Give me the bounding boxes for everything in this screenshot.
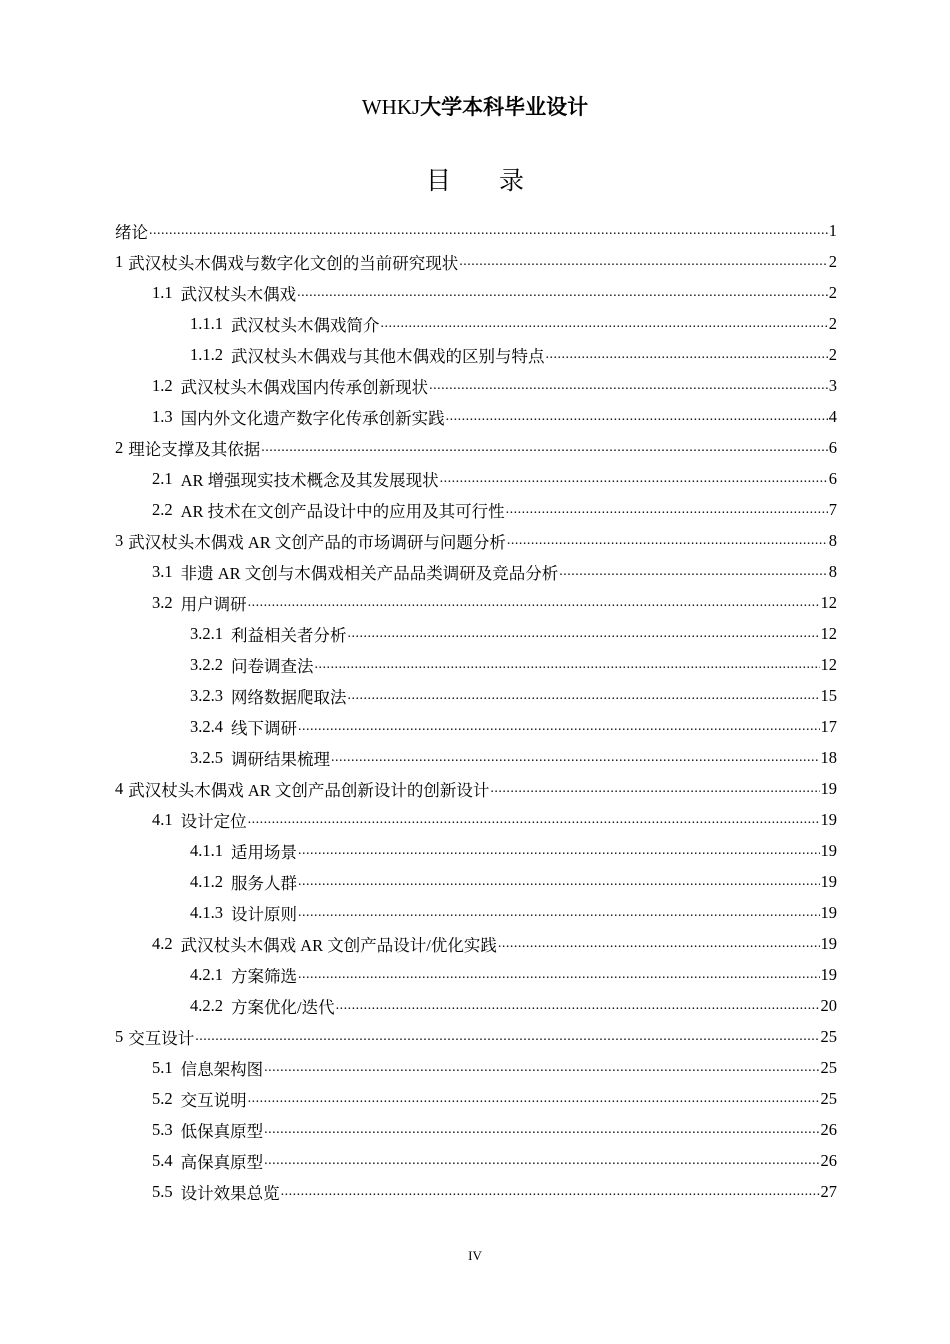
toc-entry-page: 3 [828,375,837,395]
toc-entry-page: 6 [828,437,837,457]
toc-dot-leader [248,593,820,613]
toc-entry-number: 4.1.2 [190,871,223,891]
toc-entry-page: 4 [828,406,837,426]
toc-entry-page: 25 [820,1088,837,1108]
toc-entry-title: 信息架构图 [180,1059,264,1079]
toc-entry-title: 利益相关者分析 [231,625,347,645]
toc-dot-leader [298,717,820,737]
toc-entry[interactable] [115,1114,837,1145]
page-number: IV [468,1248,482,1263]
toc-entry-number: 1.1.2 [190,344,223,364]
toc-dot-leader [298,965,820,985]
toc-entry-title: 理论支撑及其依据 [128,439,261,459]
toc-entry-page: 8 [828,561,837,581]
toc-entry-number: 5 [115,1026,124,1046]
toc-dot-leader [298,872,820,892]
toc-dot-leader [440,469,828,489]
toc-dot-leader [348,624,820,644]
toc-entry-number: 3.2.2 [190,654,223,674]
toc-dot-leader [315,655,820,675]
toc-entry-title: 武汉杖头木偶戏 AR 文创产品创新设计的创新设计 [128,780,490,800]
toc-entry-title: 设计原则 [231,904,297,924]
toc-entry[interactable] [115,773,837,804]
toc-dot-leader [149,221,828,241]
toc-dot-leader [264,1151,819,1171]
toc-entry[interactable] [115,215,837,246]
toc-entry-number: 1.1 [152,282,173,302]
toc-dot-leader [281,1182,820,1202]
toc-entry-number: 4.2.1 [190,964,223,984]
toc-entry[interactable] [115,804,837,835]
toc-entry[interactable] [115,1052,837,1083]
toc-entry-page: 19 [820,933,837,953]
toc-dot-leader [429,376,828,396]
toc-entry-title: 交互设计 [128,1028,195,1048]
toc-entry-title: 方案筛选 [231,966,297,986]
toc-entry-number: 1 [115,251,124,271]
header-institution-code: WHKJ [361,95,421,119]
toc-entry-title: 绪论 [115,222,148,242]
toc-entry-title: 线下调研 [231,718,297,738]
toc-entry-number: 5.1 [152,1057,173,1077]
toc-entry-page: 12 [820,623,837,643]
toc-entry-title: 非遗 AR 文创与木偶戏相关产品品类调研及竞品分析 [180,563,559,583]
toc-entry-page: 17 [820,716,837,736]
toc-entry-page: 2 [828,313,837,333]
toc-entry[interactable] [115,618,837,649]
toc-entry-page: 1 [828,220,837,240]
toc-entry-page: 19 [820,840,837,860]
toc-entry-number: 3.2.5 [190,747,223,767]
toc-entry-page: 2 [828,251,837,271]
toc-entry[interactable] [115,339,837,370]
toc-entry[interactable] [115,649,837,680]
toc-dot-leader [298,841,820,861]
toc-entry[interactable] [115,897,837,928]
toc-entry-title: 设计效果总览 [180,1183,280,1203]
toc-dot-leader [446,407,828,427]
toc-entry-page: 6 [828,468,837,488]
toc-entry-page: 15 [820,685,837,705]
toc-dot-leader [264,1120,819,1140]
toc-entry-page: 19 [820,964,837,984]
toc-entry-number: 4.1 [152,809,173,829]
toc-entry-title: 武汉杖头木偶戏 [180,284,297,304]
toc-entry-title: 高保真原型 [180,1152,264,1172]
toc-entry-title: 武汉杖头木偶戏简介 [231,315,380,335]
toc-entry-page: 12 [820,592,837,612]
toc-dot-leader [336,996,820,1016]
toc-dot-leader [297,283,828,303]
toc-entry-number: 4.1.3 [190,902,223,922]
toc-entry-page: 2 [828,282,837,302]
toc-entry-title: 交互说明 [180,1090,247,1110]
toc-entry-number: 2.2 [152,499,173,519]
toc-entry[interactable] [115,711,837,742]
toc-entry-page: 2 [828,344,837,364]
toc-entry[interactable] [115,742,837,773]
toc-entry-number: 2 [115,437,124,457]
toc-entry[interactable] [115,1083,837,1114]
header-institution-title: 大学本科毕业设计 [420,95,589,119]
toc-entry[interactable] [115,866,837,897]
toc-entry-number: 4.1.1 [190,840,223,860]
toc-entry-number: 1.1.1 [190,313,223,333]
toc-dot-leader [298,903,820,923]
toc-entry-page: 19 [820,871,837,891]
toc-entry-title: 武汉杖头木偶戏与其他木偶戏的区别与特点 [231,346,545,366]
toc-entry-title: 网络数据爬取法 [231,687,347,707]
toc-entry-title: 服务人群 [231,873,297,893]
toc-entry[interactable] [115,928,837,959]
toc-entry[interactable] [115,432,837,463]
toc-entry-page: 19 [820,809,837,829]
toc-dot-leader [331,748,820,768]
toc-entry-title: AR 增强现实技术概念及其发展现状 [180,470,439,490]
toc-entry-title: 武汉杖头木偶戏与数字化文创的当前研究现状 [128,253,459,273]
toc-dot-leader [507,531,828,551]
toc-entry[interactable] [115,525,837,556]
toc-entry-page: 7 [828,499,837,519]
toc-entry[interactable] [115,1176,837,1207]
toc-entry[interactable] [115,494,837,525]
toc-entry-page: 25 [820,1026,837,1046]
toc-entry-number: 1.3 [152,406,173,426]
toc-entry-page: 25 [820,1057,837,1077]
toc-entry-number: 2.1 [152,468,173,488]
toc-entry-title: 低保真原型 [180,1121,264,1141]
toc-entry-title: 设计定位 [180,811,247,831]
toc-entry[interactable] [115,463,837,494]
toc-entry-number: 5.2 [152,1088,173,1108]
toc-dot-leader [248,1089,820,1109]
toc-entry-title: 国内外文化遗产数字化传承创新实践 [180,408,445,428]
toc-entry-page: 26 [820,1150,837,1170]
toc-entry-title: 问卷调查法 [231,656,314,676]
toc-entry[interactable] [115,835,837,866]
toc-entry[interactable] [115,990,837,1021]
table-of-contents [115,215,837,1207]
toc-entry-title: 方案优化/迭代 [231,997,335,1017]
toc-dot-leader [490,779,819,799]
toc-entry-number: 3.2.1 [190,623,223,643]
toc-entry-number: 3 [115,530,124,550]
toc-entry-title: 适用场景 [231,842,297,862]
toc-entry[interactable] [115,308,837,339]
toc-entry[interactable] [115,959,837,990]
toc-dot-leader [546,345,828,365]
toc-entry-number: 3.2 [152,592,173,612]
toc-entry-title: 武汉杖头木偶戏 AR 文创产品的市场调研与问题分析 [128,532,506,552]
toc-entry[interactable] [115,587,837,618]
toc-entry[interactable] [115,246,837,277]
toc-dot-leader [195,1027,819,1047]
toc-dot-leader [348,686,820,706]
toc-entry-title: 调研结果梳理 [231,749,330,769]
toc-entry[interactable] [115,680,837,711]
toc-entry[interactable] [115,277,837,308]
toc-entry-page: 27 [820,1181,837,1201]
toc-entry[interactable] [115,556,837,587]
page-header [0,94,950,120]
toc-dot-leader [381,314,828,334]
toc-entry-page: 20 [820,995,837,1015]
toc-entry-number: 5.5 [152,1181,173,1201]
toc-entry[interactable] [115,370,837,401]
toc-dot-leader [498,934,820,954]
toc-entry-page: 12 [820,654,837,674]
toc-dot-leader [559,562,827,582]
toc-entry-title: 用户调研 [180,594,247,614]
toc-entry-number: 3.1 [152,561,173,581]
toc-entry-number: 4.2.2 [190,995,223,1015]
toc-dot-leader [264,1058,819,1078]
toc-entry-page: 8 [828,530,837,550]
toc-entry-number: 4.2 [152,933,173,953]
toc-dot-leader [459,252,828,272]
toc-entry-page: 26 [820,1119,837,1139]
toc-entry[interactable] [115,1145,837,1176]
toc-dot-leader [261,438,828,458]
toc-entry-number: 4 [115,778,124,798]
toc-entry-number: 3.2.3 [190,685,223,705]
toc-dot-leader [506,500,828,520]
toc-dot-leader [248,810,820,830]
toc-entry-page: 19 [820,778,837,798]
toc-entry-title: 武汉杖头木偶戏国内传承创新现状 [180,377,429,397]
toc-entry-number: 3.2.4 [190,716,223,736]
toc-entry[interactable] [115,401,837,432]
toc-entry-title: AR 技术在文创产品设计中的应用及其可行性 [180,501,505,521]
toc-entry-title: 武汉杖头木偶戏 AR 文创产品设计/优化实践 [180,935,497,955]
toc-entry[interactable] [115,1021,837,1052]
toc-entry-number: 5.3 [152,1119,173,1139]
toc-entry-number: 1.2 [152,375,173,395]
toc-entry-page: 18 [820,747,837,767]
toc-entry-page: 19 [820,902,837,922]
toc-title: 目录 [425,168,572,195]
toc-entry-number: 5.4 [152,1150,173,1170]
